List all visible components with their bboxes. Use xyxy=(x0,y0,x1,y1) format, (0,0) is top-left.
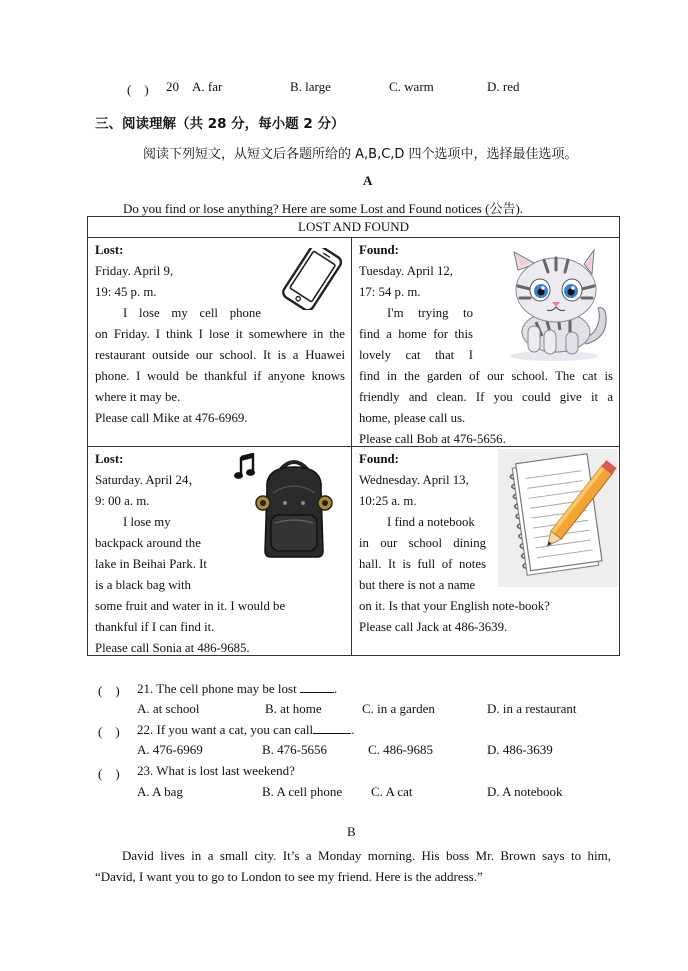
option-c: C. A cat xyxy=(371,784,413,799)
option-d: D. A notebook xyxy=(487,784,563,799)
table-title: LOST AND FOUND xyxy=(88,217,620,238)
notice-text: restaurant outside our school. It is a Huawei xyxy=(95,348,345,362)
passage-a-label: A xyxy=(363,173,373,188)
question-stem-end: . xyxy=(351,722,355,737)
question-stem xyxy=(137,721,354,738)
notice-text: backpack around the xyxy=(95,536,201,550)
option-a: A. far xyxy=(192,79,223,94)
passage-a-intro: Do you find or lose anything? Here are some Lost and Found notices (公告). xyxy=(123,201,524,216)
option-a: A. at school xyxy=(137,701,200,716)
option-b: B. A cell phone xyxy=(262,784,343,799)
notice-date: Friday. April 9, xyxy=(95,264,174,278)
notice-lost-phone xyxy=(88,238,352,447)
notice-time: 10:25 a. m. xyxy=(359,494,417,508)
notice-time: 17: 54 p. m. xyxy=(359,285,421,299)
notice-time: 9: 00 a. m. xyxy=(95,494,150,508)
answer-paren[interactable]: ( ) xyxy=(98,766,120,781)
section-instruction: 阅读下列短文，从短文后各题所给的 A,B,C,D 四个选项中，选择最佳选项。 xyxy=(143,147,578,162)
notice-heading: Found: xyxy=(359,243,399,257)
notice-date: Saturday. April 24， xyxy=(95,473,202,487)
answer-paren[interactable]: ( ) xyxy=(98,683,120,698)
notice-text: I find a notebook xyxy=(387,515,475,529)
notice-text: find a home for this xyxy=(359,327,473,341)
notice-text: friendly and clean. If you could give it a xyxy=(359,390,613,404)
notice-contact: Please call Sonia at 486-9685. xyxy=(95,641,250,655)
answer-blank xyxy=(313,721,351,734)
option-b: B. at home xyxy=(265,701,322,716)
answer-blank xyxy=(300,680,334,693)
option-a: A. 476-6969 xyxy=(137,742,203,757)
notice-lost-backpack xyxy=(88,447,352,656)
option-c: C. in a garden xyxy=(362,701,435,716)
notice-contact: Please call Bob at 476-5656. xyxy=(359,432,506,446)
option-d: D. red xyxy=(487,79,520,94)
notice-text: on Friday. I think I lose it somewhere in the xyxy=(95,327,345,341)
notice-text: where it may be. xyxy=(95,390,181,404)
option-d: D. in a restaurant xyxy=(487,701,577,716)
question-stem-text: 22. If you want a cat, you can call xyxy=(137,722,314,737)
notice-text: phone. I would be thankful if anyone knows xyxy=(95,369,345,383)
notice-date: Tuesday. April 12, xyxy=(359,264,453,278)
notice-text: lake in Beihai Park. It xyxy=(95,557,207,571)
section-title: 三、阅读理解（共 28 分，每小题 2 分） xyxy=(95,116,345,132)
passage-b-line: “David, I want you to go to London to see my friend. Here is the address.” xyxy=(95,869,483,884)
notice-text: I lose my xyxy=(123,515,171,529)
notice-text: home, please call us. xyxy=(359,411,466,425)
notice-text: hall. It is full of notes xyxy=(359,557,486,571)
answer-paren[interactable]: ( ) xyxy=(98,724,120,739)
notice-text: thankful if I can find it. xyxy=(95,620,215,634)
notice-found-cat xyxy=(352,238,620,447)
option-c: C. warm xyxy=(389,79,434,94)
option-c: C. 486-9685 xyxy=(368,742,433,757)
backpack-icon xyxy=(253,459,335,561)
notice-text: I'm trying to xyxy=(387,306,473,320)
question-stem-end: . xyxy=(333,681,338,696)
question-stem: 23. What is lost last weekend? xyxy=(137,763,295,778)
notice-text: on it. Is that your English note-book? xyxy=(359,599,550,613)
notice-text: lovely cat that I xyxy=(359,348,473,362)
passage-b-label: B xyxy=(347,824,356,839)
notice-text: is a black bag with xyxy=(95,578,191,592)
notice-text: but there is not a name xyxy=(359,578,476,592)
cat-icon xyxy=(488,246,618,364)
cell-phone-icon xyxy=(274,248,348,310)
option-a: A. A bag xyxy=(137,784,183,799)
notice-text: find in the garden of our school. The cat is xyxy=(359,369,613,383)
notice-found-notebook xyxy=(352,447,620,656)
notebook-icon xyxy=(498,449,618,587)
option-b: B. 476-5656 xyxy=(262,742,327,757)
notice-time: 19: 45 p. m. xyxy=(95,285,157,299)
passage-b-line: David lives in a small city. It’s a Monday morning. His boss Mr. Brown says to him, xyxy=(122,848,611,863)
notice-heading: Lost: xyxy=(95,243,124,257)
question-stem-text: 21. The cell phone may be lost xyxy=(137,681,297,696)
notice-contact: Please call Jack at 486-3639. xyxy=(359,620,508,634)
question-number: 20 xyxy=(166,79,179,94)
notice-heading: Lost: xyxy=(95,452,124,466)
question-20 xyxy=(0,79,688,97)
question-stem xyxy=(137,680,337,697)
notice-contact: Please call Mike at 476-6969. xyxy=(95,411,248,425)
option-d: D. 486-3639 xyxy=(487,742,553,757)
notice-text: in our school dining xyxy=(359,536,486,550)
notice-date: Wednesday. April 13, xyxy=(359,473,469,487)
answer-paren[interactable]: ( ) xyxy=(127,82,149,97)
lost-found-table xyxy=(87,216,620,656)
notice-text: some fruit and water in it. I would be xyxy=(95,599,286,613)
notice-heading: Found: xyxy=(359,452,399,466)
notice-text: I lose my cell phone xyxy=(123,306,261,320)
option-b: B. large xyxy=(290,79,331,94)
